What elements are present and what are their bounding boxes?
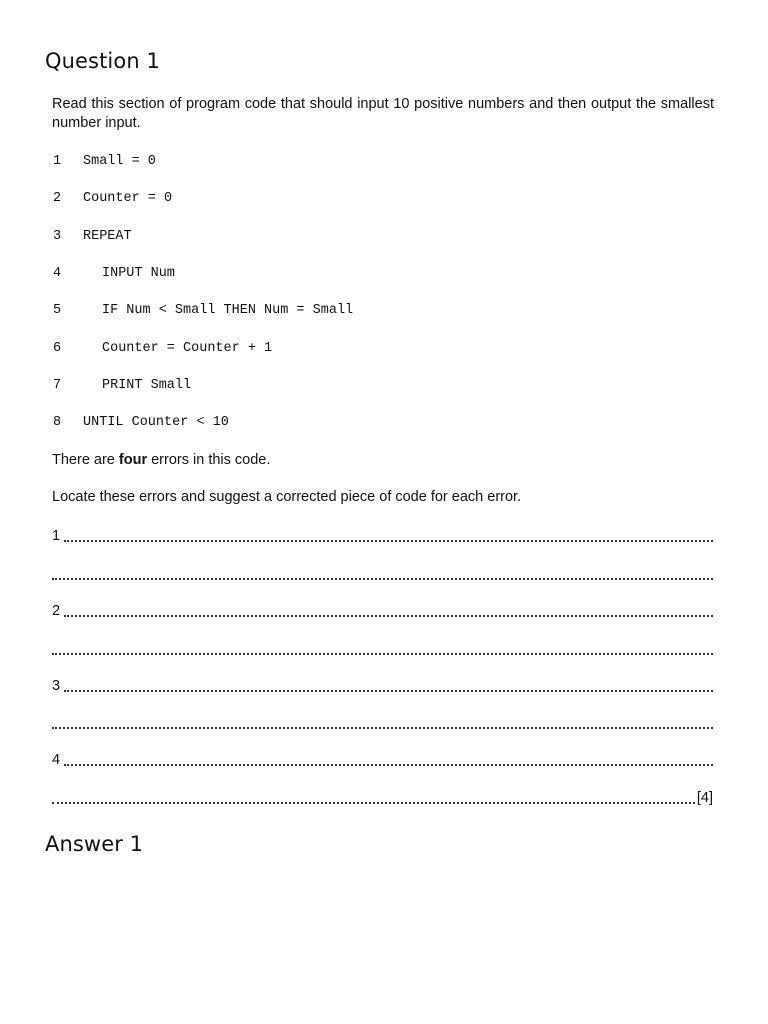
dotted-line [52, 578, 713, 580]
dotted-line [64, 615, 713, 617]
code-line-number: 4 [53, 266, 62, 281]
code-line-number: 6 [53, 341, 62, 356]
answer-line[interactable] [52, 640, 713, 659]
answer-line[interactable] [52, 751, 713, 770]
code-line [53, 414, 229, 432]
code-line-text: PRINT Small [102, 378, 192, 393]
answer-line[interactable] [52, 527, 713, 546]
code-line [53, 265, 175, 283]
answer-line[interactable] [52, 677, 713, 696]
dotted-line [64, 690, 713, 692]
dotted-line [52, 653, 713, 655]
statement-emphasis: four [118, 452, 148, 468]
code-line-number: 8 [53, 415, 62, 430]
code-line [53, 302, 353, 320]
statement-text: There are [52, 452, 119, 468]
dotted-line [52, 802, 695, 804]
code-line-text: Counter = 0 [83, 191, 173, 206]
answer-number: 2 [52, 603, 61, 619]
dotted-line [64, 764, 713, 766]
task-instruction: Locate these errors and suggest a corrected piece of code for each error. [52, 489, 522, 505]
code-line-text: Small = 0 [83, 154, 156, 169]
answer-line[interactable] [52, 714, 713, 733]
code-line [53, 190, 172, 208]
code-line-number: 5 [53, 303, 62, 318]
answer-number: 3 [52, 678, 61, 694]
code-line-text: UNTIL Counter < 10 [83, 415, 229, 430]
code-line-text: IF Num < Small THEN Num = Small [102, 303, 354, 318]
dotted-line [64, 540, 713, 542]
question-heading: Question 1 [45, 49, 160, 73]
code-line-text: REPEAT [83, 229, 132, 244]
code-line-text: Counter = Counter + 1 [102, 341, 273, 356]
answer-heading: Answer 1 [45, 832, 144, 856]
code-line-number: 3 [53, 229, 62, 244]
question-intro: Read this section of program code that should input 10 positive numbers and then output the smallest number input. [52, 96, 714, 131]
code-line-number: 7 [53, 378, 62, 393]
code-line [53, 153, 156, 171]
answer-line[interactable] [52, 565, 713, 584]
code-line-number: 2 [53, 191, 62, 206]
answer-number: 4 [52, 752, 61, 768]
code-line-text: INPUT Num [102, 266, 175, 281]
error-count-statement [52, 451, 270, 470]
marks-label: [4] [696, 790, 713, 806]
answer-line[interactable] [52, 789, 713, 808]
code-line-number: 1 [53, 154, 62, 169]
statement-text: errors in this code. [147, 452, 271, 468]
answer-number: 1 [52, 528, 61, 544]
dotted-line [52, 727, 713, 729]
code-line [53, 228, 132, 246]
answer-line[interactable] [52, 602, 713, 621]
code-line [53, 377, 191, 395]
code-line [53, 340, 272, 358]
